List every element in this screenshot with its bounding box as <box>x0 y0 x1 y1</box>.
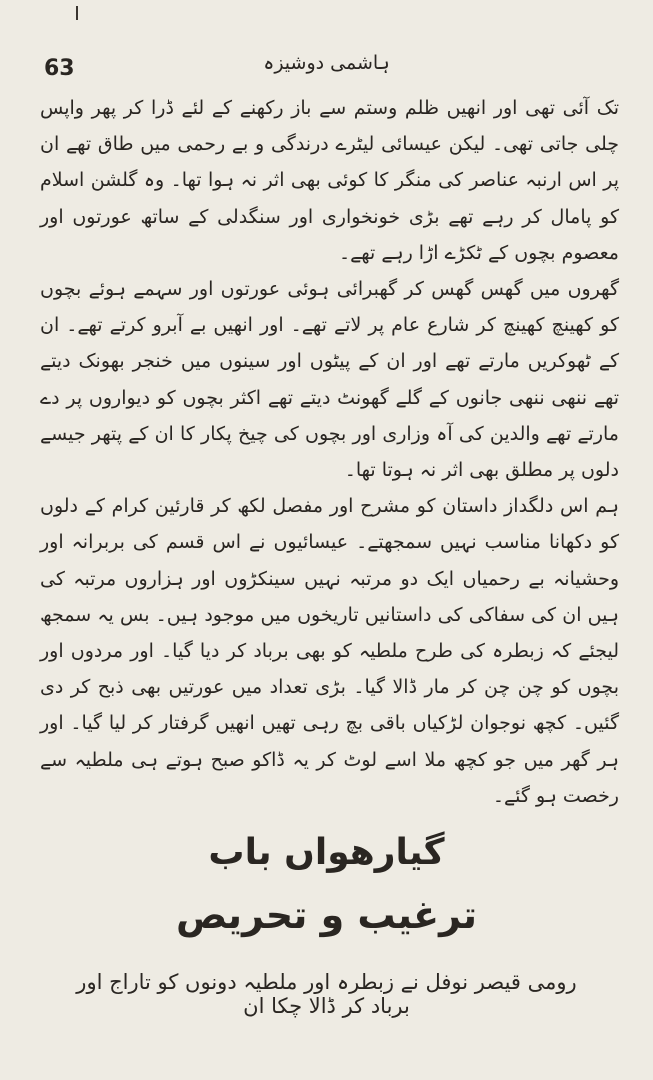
body-text <box>40 90 619 814</box>
paragraph: گھروں میں گھس گھس کر گھبرائی ہوئی عورتوں اور سہمے ہوئے بچوں کو کھینچ کھینچ کر شارع عام پر لاتے تھے۔ اور انھیں بے آبرو کرتے تھے۔ ان کے ٹھوکریں مارتے تھے اور ان کے پیٹوں اور سینوں میں خنجر بھونک دیتے تھے ننھی ننھی جانوں کے گلے گھونٹ دیتے تھے اکثر بچوں کو دیواروں پر دے مارتے تھے والدین کی آہ وزاری اور بچوں کی چیخ پکار کا ان کے پتھر جیسے دلوں پر مطلق بھی اثر نہ ہوتا تھا۔ <box>40 278 619 482</box>
chapter-subtitle: رومی قیصر نوفل نے زبطرہ اور ملطیہ دونوں کو تاراج اور برباد کر ڈالا چکا ان <box>76 970 577 1018</box>
running-head: ہاشمی دوشیزہ <box>263 52 390 74</box>
margin-mark <box>76 6 78 20</box>
chapter-number: گیارھواں باب <box>208 832 445 873</box>
paragraph: تک آئی تھی اور انھیں ظلم وستم سے باز رکھنے کے لئے ڈرا کر پھر واپس چلی جاتی تھی۔ لیکن عیسائی لیٹرے درندگی و بے رحمی میں طاق تھے ان پر اس ارنبہ عناصر کی منگر کا کوئی بھی اثر نہ ہوا تھا۔ وہ گلشن اسلام کو پامال کر رہے تھے بڑی خونخواری اور سنگدلی کے ساتھ عورتوں اور معصوم بچوں کے ٹکڑے اڑا رہے تھے۔ <box>40 97 619 264</box>
page-number: 63 <box>44 56 75 81</box>
paragraph: ہم اس دلگداز داستان کو مشرح اور مفصل لکھ کر قارئین کرام کے دلوں کو دکھانا مناسب نہیں سمجھتے۔ عیسائیوں نے اس قسم کی بربرانہ اور وحشیانہ بے رحمیاں ایک دو مرتبہ نہیں سینکڑوں اور ہزاروں مرتبہ کی ہیں ان کی سفاکی کی داستانیں تاریخوں میں موجود ہیں۔ بس یہ سمجھ لیجئے کہ زبطرہ کی طرح ملطیہ کو بھی برباد کر دیا گیا۔ اور مردوں اور بچوں کو چن چن کر مار ڈالا گیا۔ بڑی تعداد میں عورتیں بھی ذبح کر دی گئیں۔ کچھ نوجوان لڑکیاں باقی بچ رہی تھیں انھیں گرفتار کر لیا گیا۔ اور ہر گھر میں جو کچھ ملا اسے لوٹ کر یہ ڈاکو صبح ہوتے ہی ملطیہ سے رخصت ہو گئے۔ <box>40 495 619 807</box>
chapter-title: ترغیب و تحریص <box>175 893 478 937</box>
